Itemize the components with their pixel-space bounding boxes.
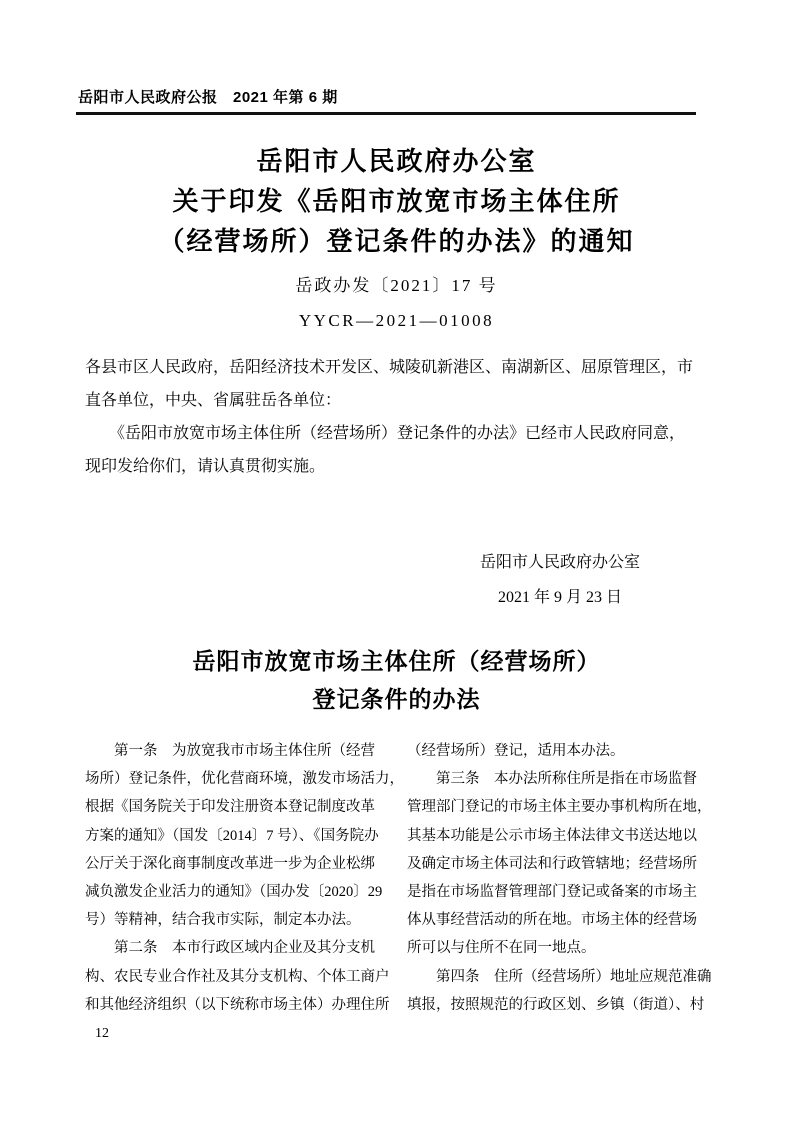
body-text-line: 根据《国务院关于印发注册资本登记制度改革 bbox=[85, 799, 375, 816]
right-column bbox=[407, 737, 715, 1019]
body-text-line: 体从事经营活动的所在地。市场主体的经营场 bbox=[407, 912, 697, 929]
header-divider bbox=[76, 112, 696, 115]
body-text-line: 公厅关于深化商事制度改革进一步为企业松绑 bbox=[85, 855, 375, 872]
notice-title-line: 岳阳市人民政府办公室 bbox=[256, 147, 537, 176]
body-text-line: 方案的通知》（国发〔2014〕7 号）、《国务院办 bbox=[85, 827, 379, 844]
measures-body bbox=[85, 737, 715, 1019]
notice-body-line: 各县市区人民政府，岳阳经济技术开发区、城陵矶新港区、南湖新区、屈原管理区，市 bbox=[85, 359, 694, 376]
signature-block bbox=[420, 545, 700, 615]
body-text-line: 所可以与住所不在同一地点。 bbox=[407, 940, 596, 957]
measures-title bbox=[0, 643, 793, 719]
body-text-line: （经营场所）登记，适用本办法。 bbox=[407, 743, 625, 759]
signature-date: 2021 年 9 月 23 日 bbox=[497, 589, 622, 606]
measures-title-line: 岳阳市放宽市场主体住所（经营场所） bbox=[192, 649, 601, 674]
body-text-line: 及确定市场主体司法和行政管辖地；经营场所 bbox=[407, 855, 697, 872]
notice-body-line: 直各单位，中央、省属驻岳各单位： bbox=[85, 392, 342, 409]
notice-title-line: 关于印发《岳阳市放宽市场主体住所 bbox=[172, 187, 621, 216]
page-number: 12 bbox=[95, 1026, 109, 1041]
body-text-line: 场所）登记条件，优化营商环境，激发市场活力， bbox=[85, 771, 404, 788]
body-text-line: 第四条 住所（经营场所）地址应规范准确 bbox=[407, 968, 712, 985]
notice-body bbox=[85, 351, 709, 483]
document-code: YYCR—2021—01008 bbox=[298, 311, 495, 330]
body-text-line: 第一条 为放宽我市市场主体住所（经营 bbox=[85, 743, 375, 759]
body-text-line: 和其他经济组织（以下统称市场主体）办理住所 bbox=[85, 996, 390, 1013]
left-column bbox=[85, 737, 404, 1019]
body-text-line: 构、农民专业合作社及其分支机构、个体工商户 bbox=[85, 968, 390, 985]
body-text-line: 减负激发企业活力的通知》（国办发〔2020〕29 bbox=[85, 884, 383, 901]
body-text-line: 第二条 本市行政区域内企业及其分支机 bbox=[85, 940, 375, 957]
document-number: 岳政办发〔2021〕17 号 bbox=[295, 276, 498, 295]
body-text-line: 管理部门登记的市场主体主要办事机构所在地， bbox=[407, 799, 712, 816]
notice-body-line: 《岳阳市放宽市场主体住所（经营场所）登记条件的办法》已经市人民政府同意， bbox=[85, 425, 686, 442]
signature-signer: 岳阳市人民政府办公室 bbox=[479, 554, 640, 571]
masthead: 岳阳市人民政府公报 2021 年第 6 期 bbox=[78, 89, 338, 106]
body-text-line: 第三条 本办法所称住所是指在市场监督 bbox=[407, 771, 697, 788]
body-text-line: 是指在市场监督管理部门登记或备案的市场主 bbox=[407, 884, 697, 901]
measures-title-line: 登记条件的办法 bbox=[312, 687, 481, 712]
body-text-line: 号）等精神，结合我市实际，制定本办法。 bbox=[85, 912, 361, 929]
notice-title bbox=[0, 142, 793, 262]
body-text-line: 其基本功能是公示市场主体法律文书送达地以 bbox=[407, 827, 697, 844]
notice-title-line: （经营场所）登记条件的办法》的通知 bbox=[158, 227, 635, 256]
body-text-line: 填报，按照规范的行政区划、乡镇（街道）、村 bbox=[407, 996, 705, 1013]
notice-body-line: 现印发给你们，请认真贯彻实施。 bbox=[85, 458, 326, 475]
